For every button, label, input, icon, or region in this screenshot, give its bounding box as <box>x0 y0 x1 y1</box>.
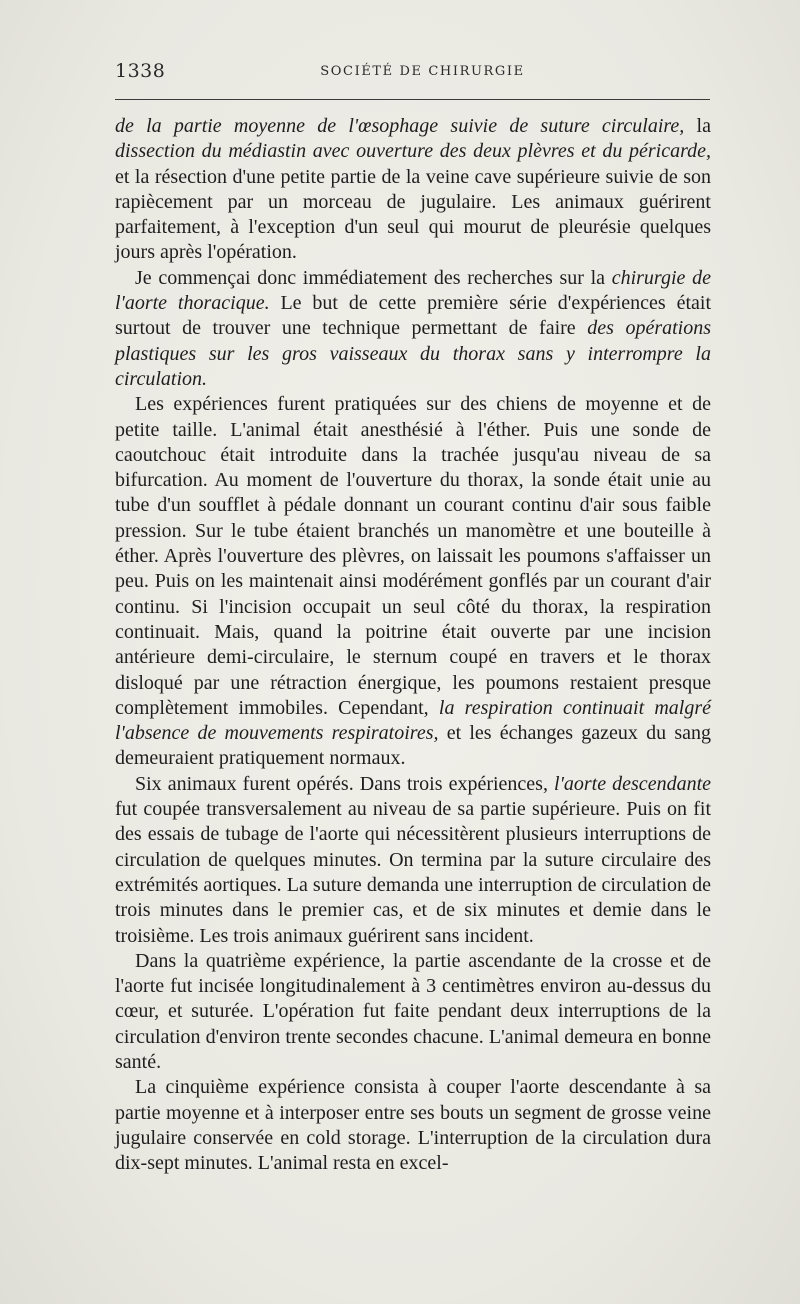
text-run: Le but de cette première série d'expériences était surtout de trouver une technique permettant de faire <box>115 292 711 340</box>
italic-text: la respiration continuait malgré l'absence de mouvements respiratoires, <box>115 696 711 745</box>
paragraph <box>115 772 711 949</box>
header-rule <box>115 99 710 100</box>
body-text <box>115 114 711 1176</box>
text-run: et la résection d'une petite partie de la veine cave supérieure suivie de son rapiècement par un morceau de jugulaire. Les animaux guérirent parfaitement, à l'exception d'un seul qui mourut de pleurésie quelques jours après l'opération. <box>115 165 711 264</box>
text-run: et les échanges gazeux du sang demeuraient pratiquement normaux. <box>115 722 711 770</box>
paragraph <box>115 949 711 1075</box>
paragraph <box>115 1075 711 1176</box>
italic-text: l'aorte descendante <box>554 772 711 795</box>
running-title: SOCIÉTÉ DE CHIRURGIE <box>320 64 525 79</box>
text-run: Six animaux furent opérés. Dans trois expériences, <box>135 772 555 795</box>
page-number: 1338 <box>115 60 166 82</box>
page-header <box>115 60 710 84</box>
text-run: Je commençai donc immédiatement des recherches sur la <box>135 266 612 289</box>
italic-text: de la partie moyenne de l'œsophage suivie de suture circulaire, <box>115 115 685 137</box>
italic-text: chirurgie de l'aorte thoracique. <box>115 266 711 315</box>
italic-text: dissection du médiastin avec ouverture des deux plèvres et du péricarde, <box>115 140 711 163</box>
text-run: Les expériences furent pratiquées sur des chiens de moyenne et de petite taille. L'animal était anesthésié à l'éther. Puis une sonde de caoutchouc était introduite dans la trachée jusqu'au niveau de sa bifurcation. Au moment de l'ouverture du thorax, la sonde était unie au tube d'un soufflet à pédale donnant un courant continu d'air sous faible pression. Sur le tube étaient branchés un manomètre et une bouteille à éther. Après l'ouverture des plèvres, on laissait les poumons s'affaisser un peu. Puis on les maintenait ainsi modérément gonflés par un courant d'air continu. Si l'incision occupait un seul côté du thorax, la respiration continuait. Mais, quand la poitrine était ouverte par une incision antérieure demi-circulaire, le sternum coupé en travers et le thorax disloqué par une rétraction énergique, les poumons restaient presque complètement immobiles. Cependant, <box>115 393 711 719</box>
paragraph <box>115 266 711 392</box>
text-run: La cinquième expérience consista à couper l'aorte descendante à sa partie moyenne et à interposer entre ses bouts un segment de grosse veine jugulaire conservée en cold storage. L'interruption de la circulation dura dix-sept minutes. L'animal resta en excel- <box>115 1076 711 1175</box>
paragraph <box>115 392 711 771</box>
paragraph <box>115 114 711 266</box>
italic-text: des opérations plastiques sur les gros vaisseaux du thorax sans y interrompre la circulation. <box>115 317 711 390</box>
text-run: Dans la quatrième expérience, la partie ascendante de la crosse et de l'aorte fut incisée longitudinalement à 3 centimètres environ au-dessus du cœur, et suturée. L'opération fut faite pendant deux interruptions de la circulation d'environ trente secondes chacune. L'animal demeura en bonne santé. <box>115 949 711 1073</box>
text-run: fut coupée transversalement au niveau de sa partie supérieure. Puis on fit des essais de tubage de l'aorte qui nécessitèrent plusieurs interruptions de circulation de quelques minutes. On termina par la suture circulaire des extrémités aortiques. La suture demanda une interruption de circulation de trois minutes dans le premier cas, et de six minutes et demie dans le troisième. Les trois animaux guérirent sans incident. <box>115 798 711 947</box>
text-run: la <box>684 115 711 137</box>
